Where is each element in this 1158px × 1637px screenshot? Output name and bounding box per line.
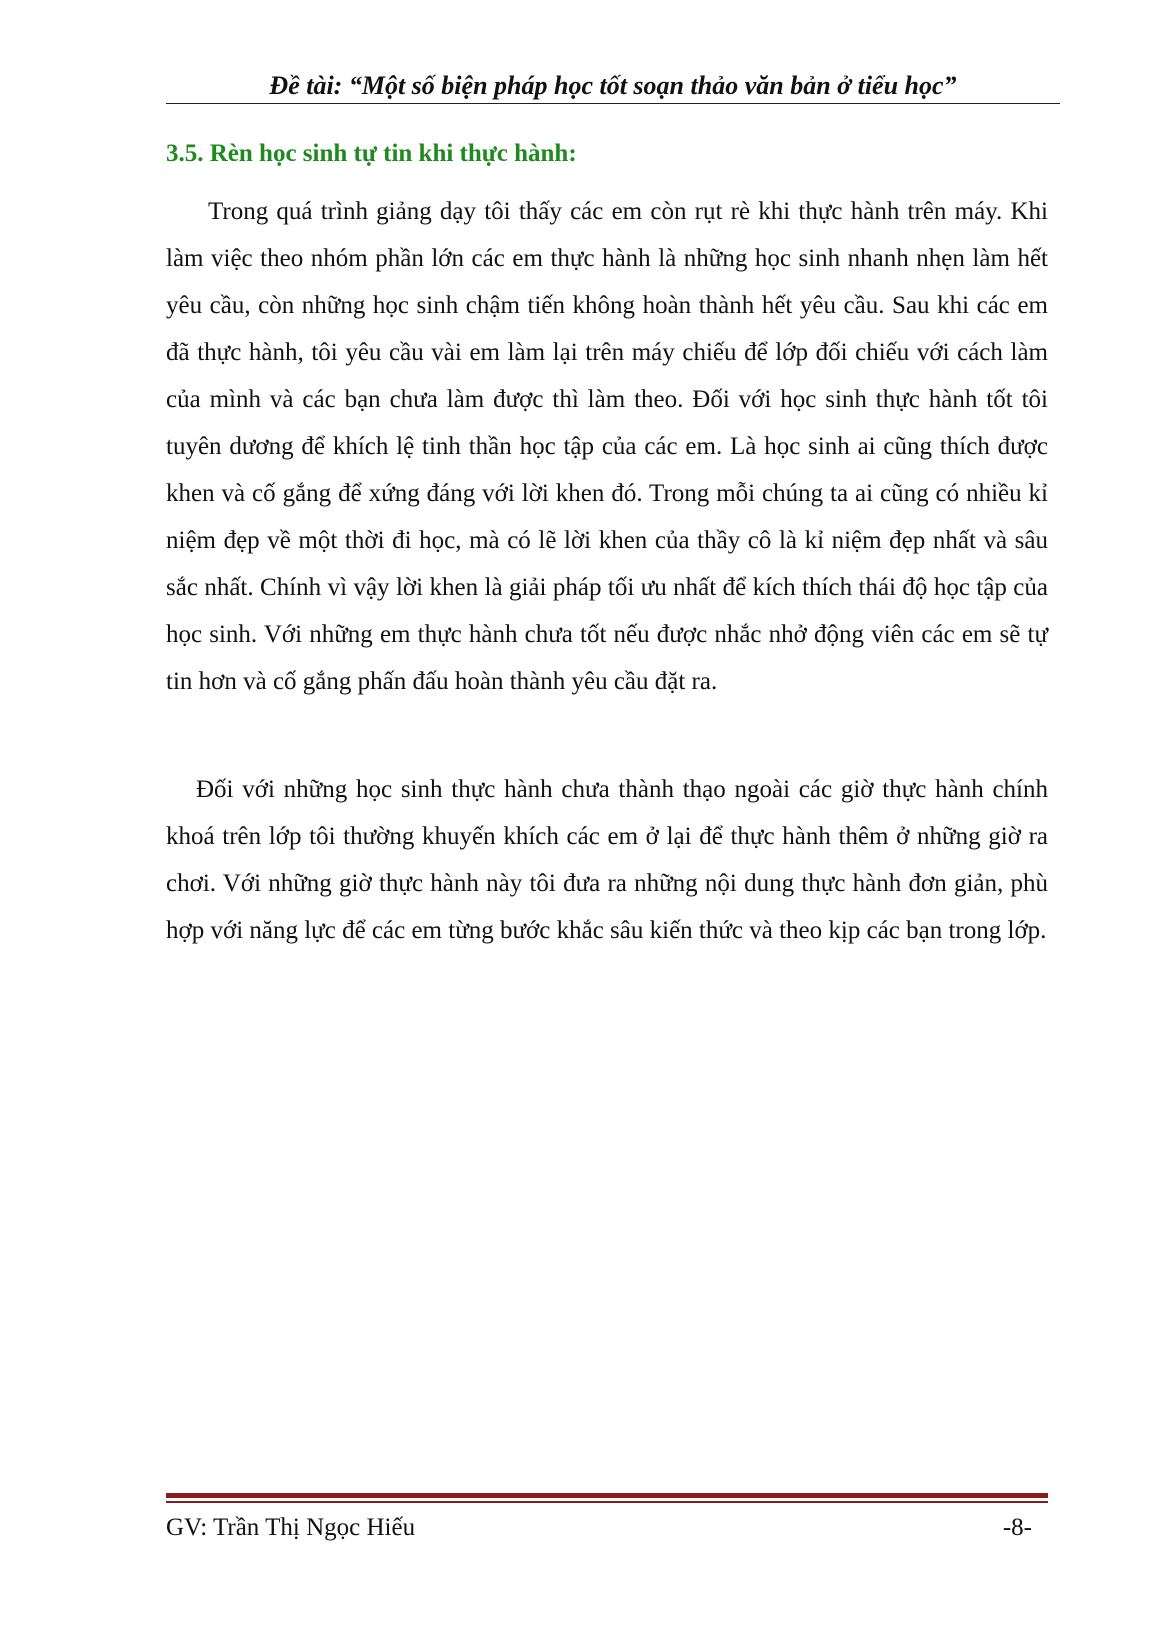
document-header-title: Đề tài: “Một số biện pháp học tốt soạn thảo văn bản ở tiểu học”: [269, 71, 957, 100]
footer-divider-thin: [166, 1501, 1048, 1503]
page-number: -8-: [1002, 1514, 1032, 1541]
footer-divider-thick: [166, 1493, 1048, 1498]
footer-author: GV: Trần Thị Ngọc Hiếu: [166, 1514, 416, 1541]
body-paragraph-2: Đối với những học sinh thực hành chưa thành thạo ngoài các giờ thực hành chính khoá trên lớp tôi thường khuyến khích các em ở lại để thực hành thêm ở những giờ ra chơi. Với những giờ thực hành này tôi đưa ra những nội dung thực hành đơn giản, phù hợp với năng lực để các em từng bước khắc sâu kiến thức và theo kịp các bạn trong lớp.: [166, 776, 1048, 944]
section-heading: 3.5. Rèn học sinh tự tin khi thực hành:: [166, 140, 577, 167]
header-divider: [166, 103, 1060, 104]
body-paragraph-1: Trong quá trình giảng dạy tôi thấy các em còn rụt rè khi thực hành trên máy. Khi làm việc theo nhóm phần lớn các em thực hành là những học sinh nhanh nhẹn làm hết yêu cầu, còn những học sinh chậm tiến không hoàn thành hết yêu cầu. Sau khi các em đã thực hành, tôi yêu cầu vài em làm lại trên máy chiếu để lớp đối chiếu với cách làm của mình và các bạn chưa làm được thì làm theo. Đối với học sinh thực hành tốt tôi tuyên dương để khích lệ tinh thần học tập của các em. Là học sinh ai cũng thích được khen và cố gắng để xứng đáng với lời khen đó. Trong mỗi chúng ta ai cũng có nhiều kỉ niệm đẹp về một thời đi học, mà có lẽ lời khen của thầy cô là kỉ niệm đẹp nhất và sâu sắc nhất. Chính vì vậy lời khen là giải pháp tối ưu nhất để kích thích thái độ học tập của học sinh. Với những em thực hành chưa tốt nếu được nhắc nhở động viên các em sẽ tự tin hơn và cố gắng phấn đấu hoàn thành yêu cầu đặt ra.: [166, 198, 1048, 695]
